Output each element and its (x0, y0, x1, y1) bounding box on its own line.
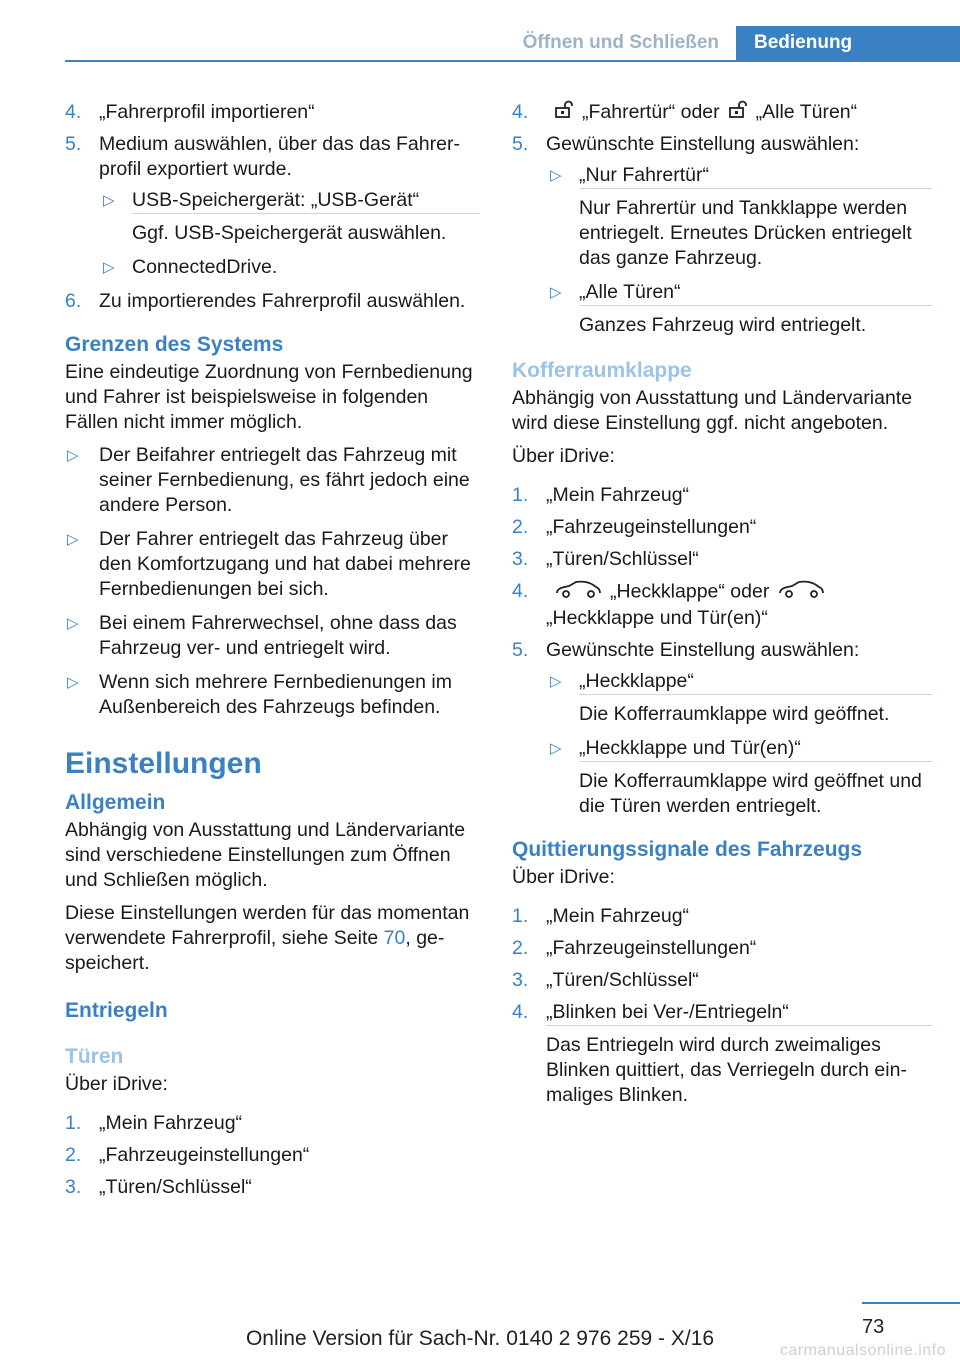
bullet-item: ▷ Der Beifahrer entriegelt das Fahrzeug mit seiner Fernbedienung, es fährt jedoch eine andere Person. (67, 444, 470, 516)
list-item: 5. Gewünschte Einstellung auswählen: ▷ „Heckklappe“ Die Kofferraumklappe wird geöffnet. ▷ „Heckklappe und Tür(en)“ Die Kofferraumklappe wird geöffnet und die Türen werden entriegelt. (512, 638, 932, 819)
grenzen-bullets (65, 443, 480, 720)
arrow-icon: ▷ (103, 192, 115, 209)
watermark: carmanualsonline.info (779, 1342, 946, 1359)
list-item: 2. „Fahrzeugeinstellungen“ (512, 516, 757, 539)
arrow-icon: ▷ (550, 673, 562, 691)
list-item: 4. „Fahrertür“ oder „Alle Türen“ (512, 100, 932, 125)
list-item: 2. „Fahrzeugeinstellungen“ (512, 937, 757, 960)
sub-item: ▷ „Alle Türen“ Ganzes Fahrzeug wird entriegelt. (546, 280, 932, 338)
arrow-icon: ▷ (67, 531, 79, 548)
lock-open-icon (728, 100, 748, 125)
arrow-icon: ▷ (103, 259, 115, 276)
list-item: 3. „Türen/Schlüssel“ (65, 1176, 252, 1198)
list-item: 2. „Fahrzeugeinstellungen“ (65, 1144, 310, 1166)
arrow-icon: ▷ (550, 284, 562, 302)
list-item: 4. „Heckklappe“ oder „Heckklappe und Tür(en)“ (512, 579, 932, 631)
quitt-intro: Über iDrive: (512, 866, 615, 889)
allgemein-text-2: Diese Einstellungen werden für das momentan verwendete Fahrerprofil, siehe Seite 70, gespeichert. (65, 902, 470, 974)
heading-quittierungssignale: Quittierungssignale des Fahrzeugs (512, 838, 863, 862)
car-outline-icon (777, 579, 825, 606)
heading-allgemein: Allgemein (65, 791, 166, 814)
koffer-intro: Über iDrive: (512, 445, 615, 468)
heading-kofferraumklappe: Kofferraumklappe (512, 359, 692, 383)
sub-item: ▷ „Nur Fahrertür“ Nur Fahrertür und Tankklappe werden entriegelt. Erneutes Drücken entriegelt das ganze Fahrzeug. (546, 163, 932, 271)
allgemein-text: Abhängig von Ausstattung und Ländervariante sind verschiedene Einstellungen zum Öffnen und Schließen möglich. (65, 819, 466, 891)
footer-text: Online Version für Sach-Nr. 0140 2 976 259 - X/16 (245, 1327, 715, 1350)
sub-item: ▷ USB-Speichergerät: „USB-Gerät“ Ggf. USB-Speichergerät auswählen. (99, 188, 480, 246)
tueren-intro: Über iDrive: (65, 1073, 168, 1095)
list-item: 1. „Mein Fahrzeug“ (65, 1112, 243, 1134)
running-header-tab: Bedienung (736, 26, 960, 62)
list-item: 6. Zu importierendes Fahrerprofil auswählen. (65, 290, 466, 312)
heading-grenzen: Grenzen des Systems (65, 333, 284, 356)
tueren-steps-cont (512, 100, 932, 338)
footer-rule (862, 1302, 960, 1304)
list-item: 1. „Mein Fahrzeug“ (512, 484, 690, 507)
bullet-item: ▷ Wenn sich mehrere Fernbedienungen im Außenbereich des Fahrzeugs befinden. (67, 671, 452, 718)
car-outline-icon (554, 579, 602, 606)
list-item: 3. „Türen/Schlüssel“ (512, 548, 699, 571)
koffer-steps (512, 483, 932, 819)
page-number: 73 (862, 1316, 885, 1338)
arrow-icon: ▷ (550, 167, 562, 185)
header-rule (65, 60, 960, 62)
arrow-icon: ▷ (67, 447, 79, 464)
lock-open-icon (554, 100, 574, 125)
list-item: 3. „Türen/Schlüssel“ (512, 969, 699, 992)
list-item: 4. „Blinken bei Ver-/Entriegeln“ Das Entriegeln wird durch zweimaliges Blinken quittiert, das Verriegeln durch einmaliges Blinken. (512, 1000, 932, 1108)
tueren-steps (65, 1111, 480, 1200)
heading-einstellungen: Einstellungen (65, 747, 262, 780)
heading-entriegeln: Entriegeln (65, 999, 168, 1022)
grenzen-text: Eine eindeutige Zuordnung von Fernbedienung und Fahrer ist beispielsweise in folgenden Fällen nicht immer möglich. (65, 361, 473, 433)
arrow-icon: ▷ (67, 674, 79, 691)
arrow-icon: ▷ (67, 615, 79, 632)
list-item: 1. „Mein Fahrzeug“ (512, 905, 690, 928)
sub-item: ▷ „Heckklappe und Tür(en)“ Die Kofferraumklappe wird geöffnet und die Türen werden entriegelt. (546, 736, 932, 819)
page-link[interactable]: 70 (383, 927, 406, 949)
heading-tueren: Türen (65, 1045, 124, 1068)
import-steps (65, 100, 480, 314)
list-item: 5. Gewünschte Einstellung auswählen: ▷ „Nur Fahrertür“ Nur Fahrertür und Tankklappe werden entriegelt. Erneutes Drücken entriegelt das ganze Fahrzeug. ▷ „Alle Türen“ Ganzes Fahrzeug wird entriegelt. (512, 132, 932, 338)
arrow-icon: ▷ (550, 740, 562, 758)
left-column (65, 100, 480, 1207)
quitt-steps (512, 904, 932, 1108)
list-item: 4. „Fahrerprofil importieren“ (65, 101, 315, 123)
koffer-text: Abhängig von Ausstattung und Ländervariante wird diese Einstellung ggf. nicht angeboten. (512, 387, 913, 435)
right-column (512, 100, 932, 1115)
sub-item: ▷ „Heckklappe“ Die Kofferraumklappe wird geöffnet. (546, 669, 932, 727)
bullet-item: ▷ Der Fahrer entriegelt das Fahrzeug über den Komfortzugang und hat dabei mehrere Fernbedienungen bei sich. (67, 528, 471, 600)
bullet-item: ▷ Bei einem Fahrerwechsel, ohne dass das Fahrzeug ver- und entriegelt wird. (67, 612, 457, 659)
list-item: 5. Medium auswählen, über das das Fahrerprofil exportiert wurde. ▷ USB-Speichergerät: „USB-Gerät“ Ggf. USB-Speichergerät auswählen. ▷ ConnectedDrive. (65, 132, 480, 280)
sub-item: ▷ ConnectedDrive. (103, 256, 278, 278)
running-header-section: Öffnen und Schließen (522, 32, 719, 53)
